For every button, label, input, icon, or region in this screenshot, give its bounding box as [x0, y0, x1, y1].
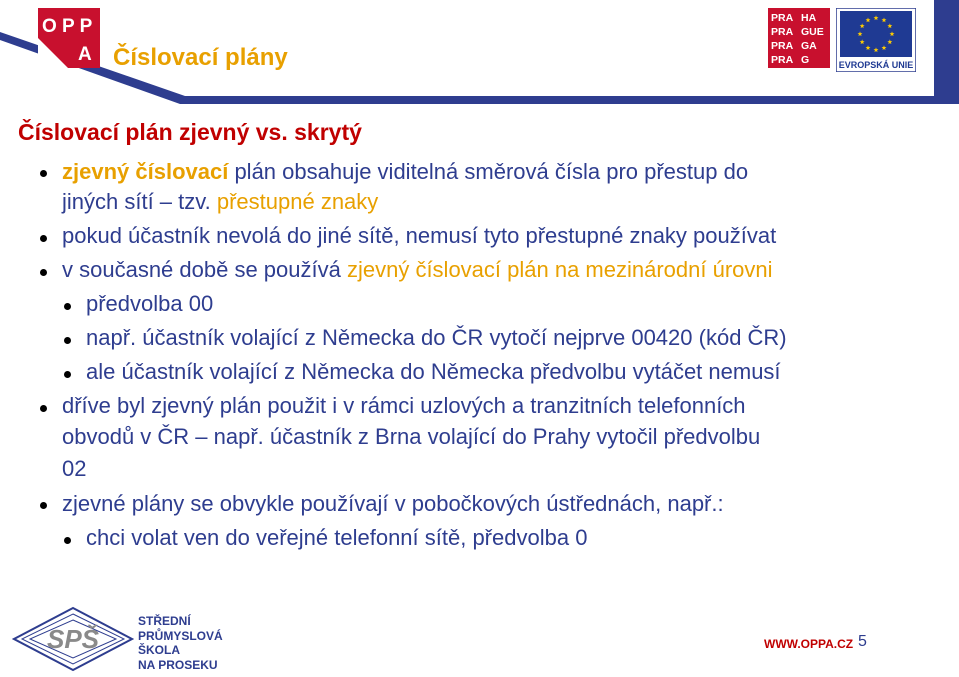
praha-row2-left: PRA — [771, 26, 794, 38]
sps-logo — [12, 606, 134, 672]
page-number: 5 — [858, 633, 867, 650]
highlight: zjevný číslovací — [62, 159, 229, 184]
oppa-logo — [38, 8, 100, 68]
content-line: pokud účastník nevolá do jiné sítě, nemusí tyto přestupné znaky používat — [62, 223, 777, 248]
praha-row2-right: GUE — [801, 26, 824, 38]
oppa-logo-line2: A — [78, 44, 92, 65]
bullet-dot — [40, 170, 47, 177]
bullet-dot — [40, 235, 47, 242]
highlight: zjevný číslovací plán na mezinárodní úrovni — [346, 257, 773, 282]
praha-row1-right: HA — [801, 12, 817, 24]
slide-header — [0, 0, 959, 106]
content-heading: Číslovací plán zjevný vs. skrytý — [18, 119, 362, 145]
content-line: jiných sítí – tzv. přestupné znaky — [62, 189, 379, 214]
praha-row1-left: PRA — [771, 12, 794, 24]
sps-logo-text: SPŠ — [46, 624, 100, 654]
bullet-dot — [64, 537, 71, 544]
content-line: ale účastník volající z Německa do Německa předvolbu vytáčet nemusí — [86, 359, 781, 384]
bullet-dot — [40, 502, 47, 509]
school-line: ŠKOLA — [138, 643, 180, 657]
eu-flag-logo — [836, 8, 916, 72]
website-link[interactable]: WWW.OPPA.CZ — [764, 637, 854, 651]
school-line: PRŮMYSLOVÁ — [138, 628, 223, 643]
content-line: 02 — [62, 456, 87, 481]
content-line: předvolba 00 — [86, 291, 214, 316]
praha-row4-right: G — [801, 54, 810, 66]
praha-row3-right: GA — [801, 40, 817, 52]
bullet-dot — [64, 371, 71, 378]
content-line: obvodů v ČR – např. účastník z Brna volající do Prahy vytočil předvolbu — [62, 424, 761, 449]
content-line: v současné době se používá zjevný číslovací plán na mezinárodní úrovni — [62, 257, 773, 282]
highlight: přestupné znaky — [216, 189, 379, 214]
bullet-dot — [64, 337, 71, 344]
bullet-dot — [40, 269, 47, 276]
oppa-logo-line1: O P P — [42, 16, 93, 37]
content-line: zjevné plány se obvykle používají v pobočkových ústřednách, např.: — [62, 491, 724, 516]
school-line: STŘEDNÍ — [138, 614, 191, 628]
praha-row4-left: PRA — [771, 54, 794, 66]
bullet-dot — [40, 405, 47, 412]
school-line: NA PROSEKU — [138, 657, 218, 672]
bullet-dot — [64, 303, 71, 310]
praha-logo — [768, 8, 830, 68]
praha-row3-left: PRA — [771, 40, 794, 52]
content-line: dříve byl zjevný plán použit i v rámci uzlových a tranzitních telefonních — [62, 393, 746, 418]
content-line: např. účastník volající z Německa do ČR vytočí nejprve 00420 (kód ČR) — [86, 325, 787, 350]
content-line: zjevný číslovací plán obsahuje viditelná směrová čísla pro přestup do — [62, 159, 749, 184]
page-title: Číslovací plány — [113, 44, 288, 71]
content-line: chci volat ven do veřejné telefonní sítě, předvolba 0 — [86, 525, 588, 550]
eu-caption: EVROPSKÁ UNIE — [838, 60, 914, 70]
school-name — [138, 614, 223, 672]
